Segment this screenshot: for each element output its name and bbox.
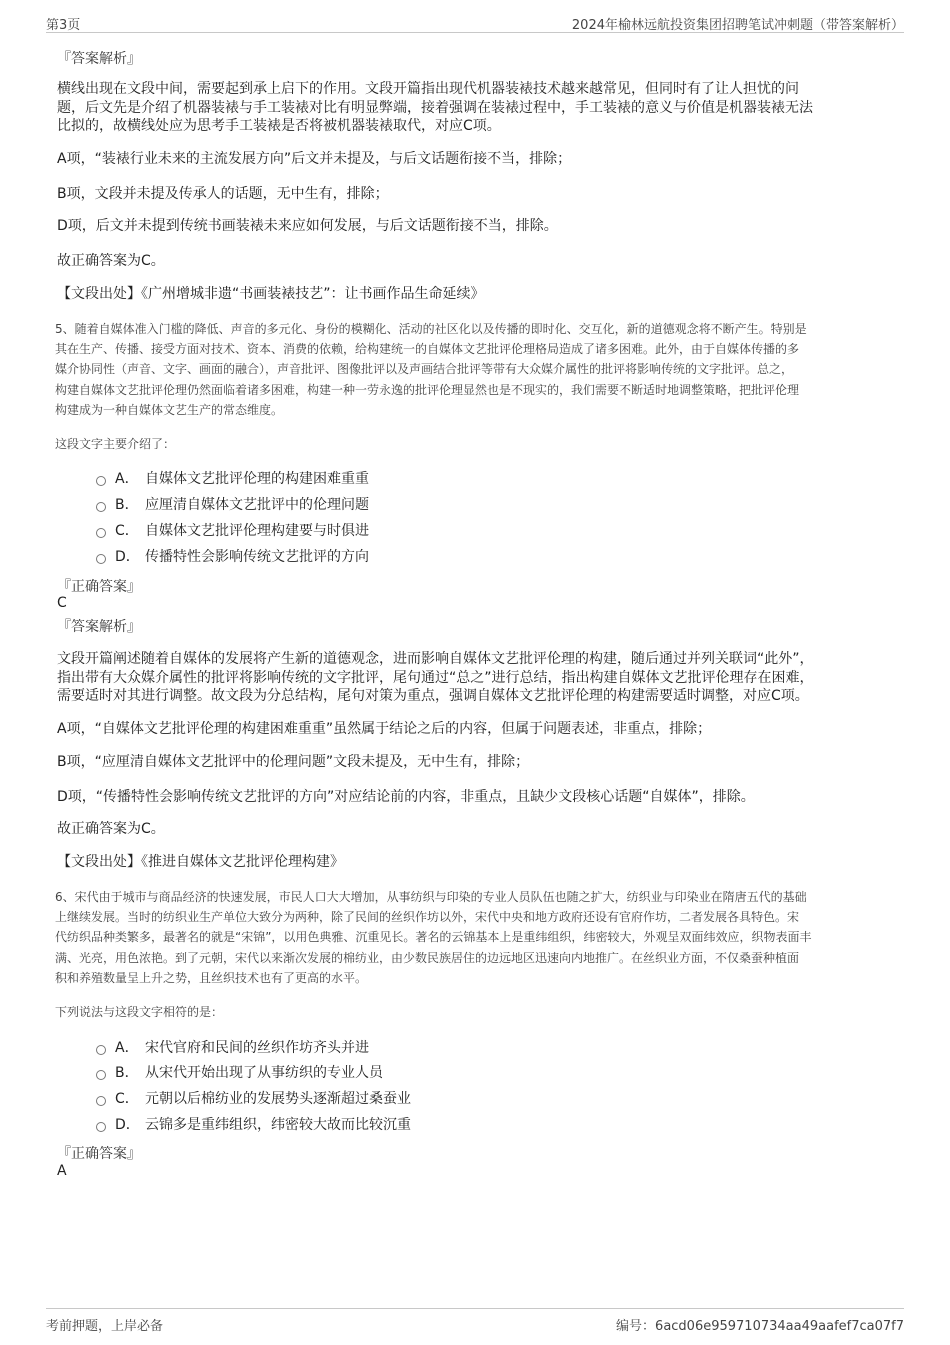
- answer-label: 『正确答案』: [57, 579, 141, 595]
- footer-slogan: 考前押题，上岸必备: [46, 1319, 164, 1334]
- q5-option-d[interactable]: [96, 546, 369, 566]
- answer-value: C: [57, 595, 67, 611]
- option-b-note: B项，“应厘清自媒体文艺批评中的伦理问题”文段未提及，无中生有，排除；: [57, 754, 530, 770]
- option-text: 应厘清自媒体文艺批评中的伦理问题: [145, 497, 369, 513]
- text-line: 构建成为一种自媒体文艺生产的常态维度。: [55, 402, 284, 417]
- q6-option-c[interactable]: [96, 1088, 411, 1108]
- page-footer: [46, 1308, 904, 1333]
- option-d-note: D项，后文并未提到传统书画装裱未来应如何发展，与后文话题衔接不当，排除。: [57, 218, 558, 234]
- text-line: 其在生产、传播、接受方面对技术、资本、消费的依赖，给构建统一的自媒体文艺批评伦理格局造成了诸多困难。此外，由于自媒体传播的多: [55, 342, 800, 357]
- document-title: 2024年榆林远航投资集团招聘笔试冲刺题（带答案解析）: [571, 18, 904, 33]
- text-line: 6、宋代由于城市与商品经济的快速发展，市民人口大大增加，从事纺织与印染的专业人员队伍也随之扩大，纺织业与印染业在隋唐五代的基础: [55, 890, 807, 904]
- analysis-line: 题，后文先是介绍了机器装裱与手工装裱对比有明显弊端，接着强调在装裱过程中，手工装裱的意义与价值是机器装裱无法: [57, 99, 813, 116]
- q6-option-a[interactable]: [96, 1037, 369, 1057]
- analysis-text: [57, 650, 897, 706]
- analysis-label: 『答案解析』: [57, 51, 141, 67]
- radio-icon[interactable]: [96, 528, 106, 538]
- option-text: 自媒体文艺批评伦理的构建困难重重: [145, 471, 369, 487]
- question-6-prompt: 下列说法与这段文字相符的是：: [55, 1005, 224, 1019]
- radio-icon[interactable]: [96, 554, 106, 564]
- conclusion: 故正确答案为C。: [57, 821, 165, 837]
- option-text: 宋代官府和民间的丝织作坊齐头并进: [145, 1040, 369, 1056]
- option-letter: B．: [115, 1065, 139, 1081]
- text-line: 上继续发展。当时的纺织业生产单位大致分为两种，除了民间的丝织作坊以外，宋代中央和地方政府还设有官府作坊，二者发展各具特色。宋: [55, 910, 800, 925]
- option-letter: C．: [115, 523, 139, 539]
- document-id: 编号：6acd06e959710734aa49aafef7ca07f7: [616, 1319, 904, 1334]
- answer-value: A: [57, 1163, 67, 1179]
- radio-icon[interactable]: [96, 1096, 106, 1106]
- source: 【文段出处】《广州增城非遗“书画装裱技艺”：让书画作品生命延续》: [57, 286, 485, 302]
- radio-icon[interactable]: [96, 1045, 106, 1055]
- radio-icon[interactable]: [96, 1070, 106, 1080]
- option-letter: A．: [115, 1040, 139, 1056]
- question-6-text: [55, 887, 897, 988]
- text-line: 5、随着自媒体准入门槛的降低、声音的多元化、身份的模糊化、活动的社区化以及传播的即时化、交互化，新的道德观念将不断产生。特别是: [55, 322, 807, 336]
- answer-label: 『正确答案』: [57, 1146, 141, 1162]
- option-text: 元朝以后棉纺业的发展势头逐渐超过桑蚕业: [145, 1091, 411, 1107]
- radio-icon[interactable]: [96, 502, 106, 512]
- text-line: 代纺织品种类繁多，最著名的就是“宋锦”，以用色典雅、沉重见长。著名的云锦基本上是重纬组织，纬密较大，外观呈双面纬效应，织物表面丰: [55, 930, 812, 945]
- q5-option-a[interactable]: [96, 468, 369, 488]
- q5-option-c[interactable]: [96, 520, 369, 540]
- radio-icon[interactable]: [96, 476, 106, 486]
- text-line: 构建自媒体文艺批评伦理仍然面临着诸多困难，构建一种一劳永逸的批评伦理显然也是不现实的，我们需要不断适时地调整策略，把批评伦理: [55, 382, 800, 397]
- option-text: 从宋代开始出现了从事纺织的专业人员: [145, 1065, 383, 1081]
- option-a-note: A项，“自媒体文艺批评伦理的构建困难重重”虽然属于结论之后的内容，但属于问题表述，非重点，排除；: [57, 721, 712, 737]
- question-5-prompt: 这段文字主要介绍了：: [55, 437, 176, 451]
- analysis-line: 横线出现在文段中间，需要起到承上启下的作用。文段开篇指出现代机器装裱技术越来越常见，但同时有了让人担忧的问: [57, 81, 799, 97]
- analysis-line: 文段开篇阐述随着自媒体的发展将产生新的道德观念，进而影响自媒体文艺批评伦理的构建，随后通过并列关联词“此外”，: [57, 651, 814, 667]
- source: 【文段出处】《推进自媒体文艺批评伦理构建》: [57, 854, 344, 870]
- option-text: 传播特性会影响传统文艺批评的方向: [145, 549, 369, 565]
- text-line: 满、光亮，用色浓艳。到了元朝，宋代以来渐次发展的棉纺业，由少数民族居住的边远地区迅速向内地推广。在丝织业方面，不仅桑蚕种植面: [55, 950, 800, 965]
- radio-icon[interactable]: [96, 1122, 106, 1132]
- option-a-note: A项，“装裱行业未来的主流发展方向”后文并未提及，与后文话题衔接不当，排除；: [57, 151, 572, 167]
- option-letter: C．: [115, 1091, 139, 1107]
- analysis-text: [57, 80, 897, 136]
- q5-option-b[interactable]: [96, 494, 369, 514]
- text-line: 积和养殖数量呈上升之势，且丝织技术也有了更高的水平。: [55, 970, 368, 985]
- conclusion: 故正确答案为C。: [57, 253, 165, 269]
- option-text: 自媒体文艺批评伦理构建要与时俱进: [145, 523, 369, 539]
- question-5-text: [55, 319, 897, 420]
- page-number: 第3页: [46, 18, 81, 33]
- text-line: 媒介协同性（声音、文字、画面的融合），声音批评、图像批评以及声画结合批评等带有大众媒介属性的批评将影响传统的文字批评。总之，: [55, 362, 794, 377]
- analysis-line: 比拟的，故横线处应为思考手工装裱是否将被机器装裱取代，对应C项。: [57, 118, 501, 134]
- option-b-note: B项，文段并未提及传承人的话题，无中生有，排除；: [57, 186, 389, 202]
- analysis-line: 指出带有大众媒介属性的批评将影响传统的文字批评，尾句通过“总之”进行总结，指出构建自媒体文艺批评伦理存在困难，: [57, 669, 814, 686]
- analysis-label: 『答案解析』: [57, 619, 141, 635]
- option-letter: B．: [115, 497, 139, 513]
- q6-option-d[interactable]: [96, 1114, 411, 1134]
- option-d-note: D项，“传播特性会影响传统文艺批评的方向”对应结论前的内容，非重点，且缺少文段核心话题“自媒体”，排除。: [57, 789, 755, 805]
- option-letter: D．: [115, 1117, 140, 1133]
- q6-option-b[interactable]: [96, 1062, 383, 1082]
- option-text: 云锦多是重纬组织，纬密较大故而比较沉重: [145, 1117, 411, 1133]
- analysis-line: 需要适时对其进行调整。故文段为分总结构，尾句对策为重点，强调自媒体文艺批评伦理的构建需要适时调整，对应C项。: [57, 688, 809, 704]
- option-letter: A．: [115, 471, 139, 487]
- option-letter: D．: [115, 549, 140, 565]
- page-header: [46, 12, 904, 33]
